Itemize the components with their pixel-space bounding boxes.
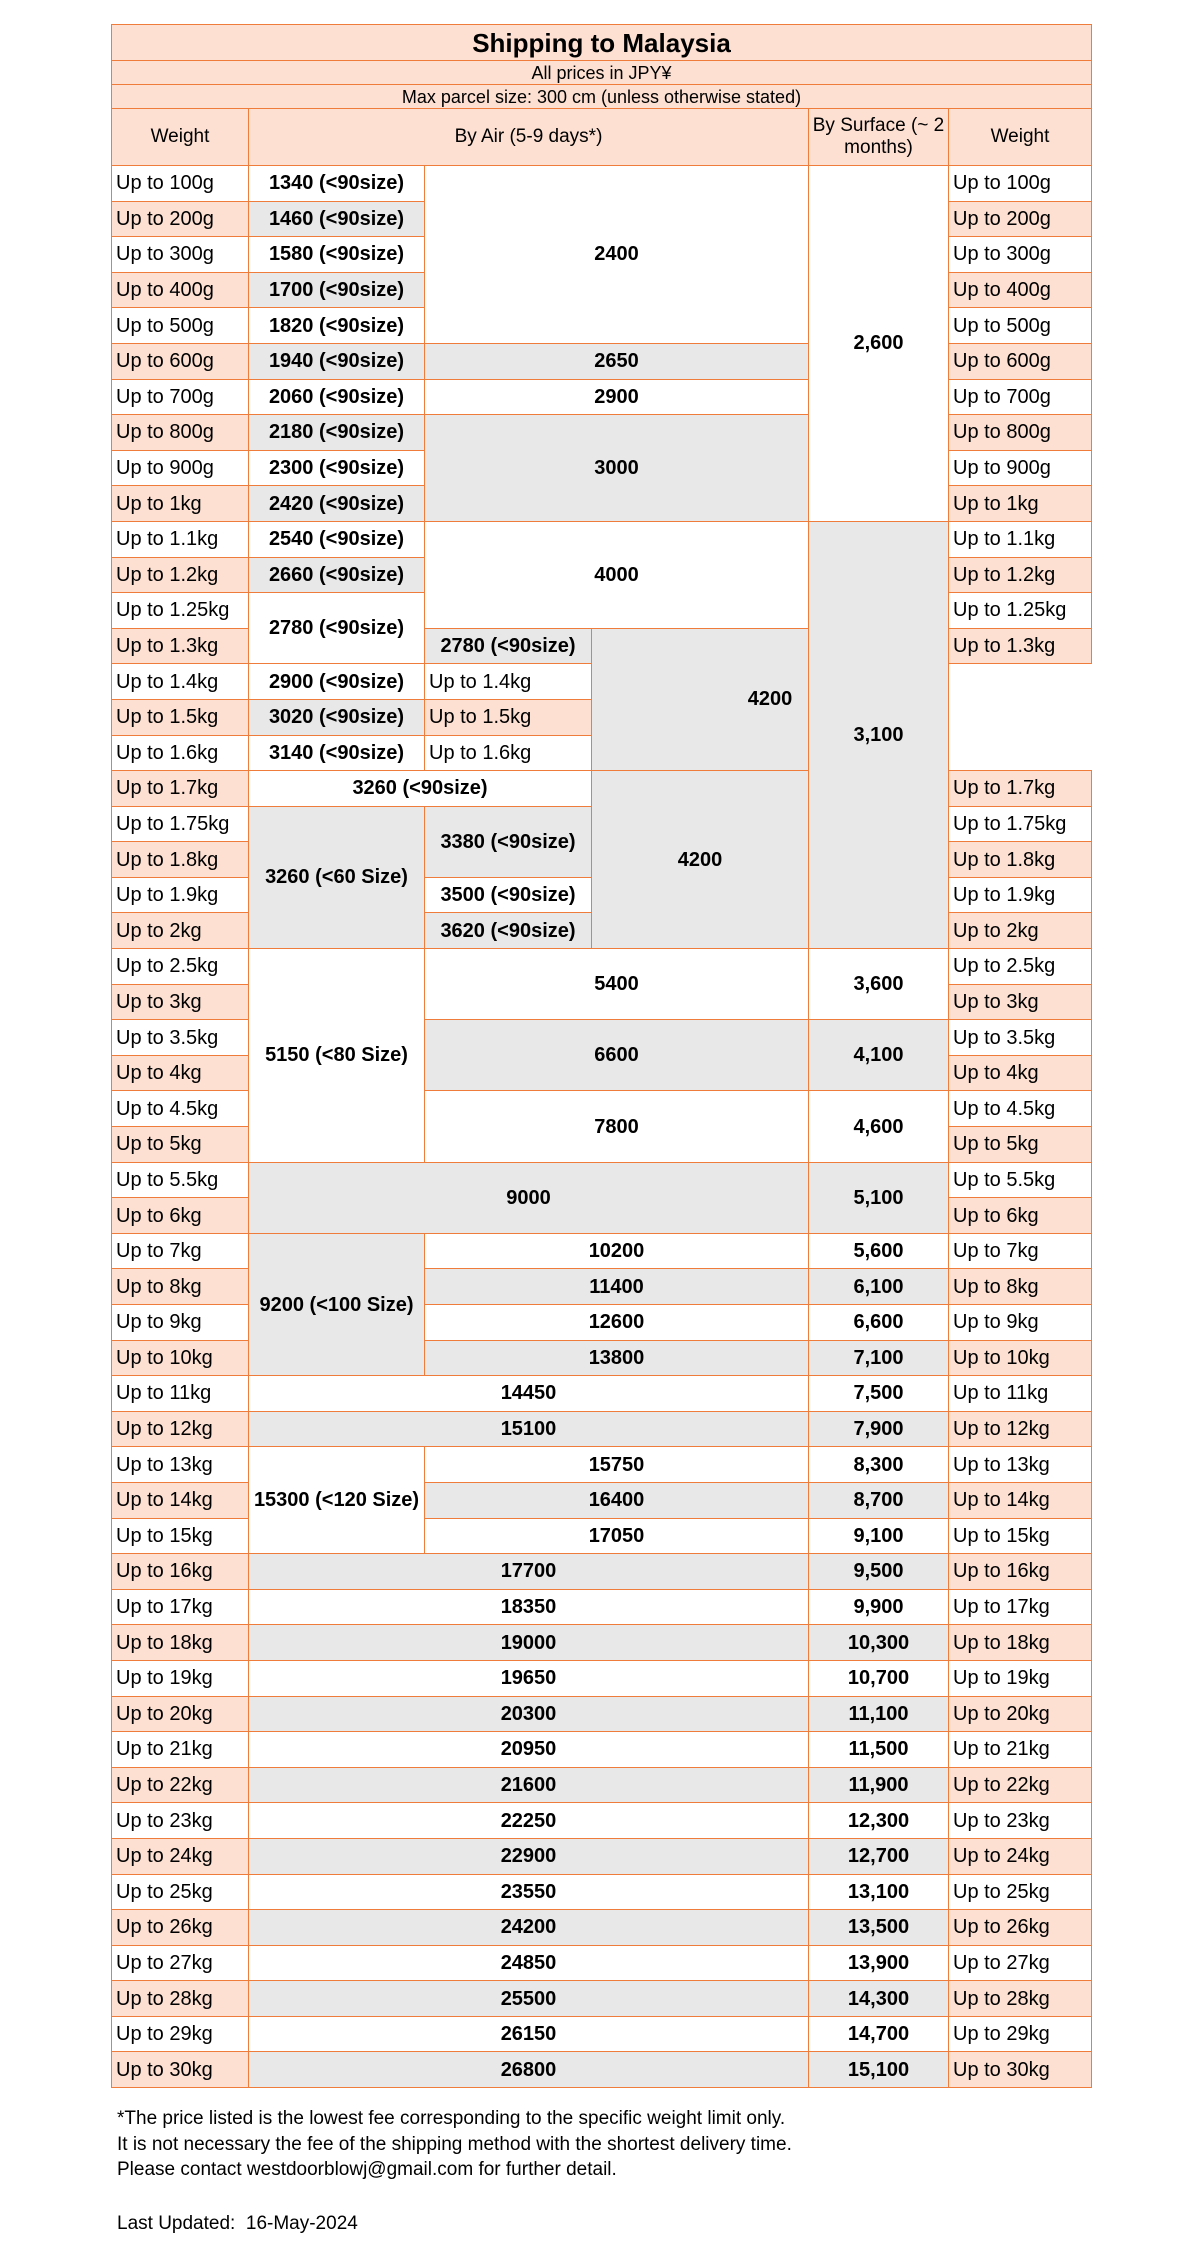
- weight-cell-right: Up to 800g: [949, 415, 1092, 451]
- weight-cell: Up to 26kg: [112, 1910, 249, 1946]
- weight-cell-right: Up to 20kg: [949, 1696, 1092, 1732]
- small-packet-cell: 2780 (<90size): [425, 628, 592, 664]
- small-packet-cell: 3260 (<60 Size): [249, 806, 425, 948]
- table-row: [112, 1625, 1092, 1661]
- table-row: [112, 1767, 1092, 1803]
- table-row: [112, 166, 1092, 202]
- weight-cell: Up to 13kg: [112, 1447, 249, 1483]
- weight-cell: Up to 7kg: [112, 1233, 249, 1269]
- table-row: [112, 1376, 1092, 1412]
- small-packet-cell: 15300 (<120 Size): [249, 1447, 425, 1554]
- small-packet-cell: 1340 (<90size): [249, 166, 425, 202]
- table-row: [112, 1910, 1092, 1946]
- air-price-cell: 17050: [425, 1518, 809, 1554]
- surface-price-cell: 15,100: [809, 2052, 949, 2088]
- weight-cell-right: Up to 12kg: [949, 1411, 1092, 1447]
- weight-cell-right: Up to 200g: [949, 201, 1092, 237]
- air-price-cell: 22250: [249, 1803, 809, 1839]
- air-price-cell: 25500: [249, 1981, 809, 2017]
- table-row: [112, 1732, 1092, 1768]
- weight-cell-right: Up to 30kg: [949, 2052, 1092, 2088]
- weight-cell-right: Up to 1.9kg: [949, 877, 1092, 913]
- small-packet-cell: 3620 (<90size): [425, 913, 592, 949]
- table-row: [112, 1660, 1092, 1696]
- surface-price-cell: 5,100: [809, 1162, 949, 1233]
- table-row: [112, 1803, 1092, 1839]
- air-price-cell: 20950: [249, 1732, 809, 1768]
- weight-cell: Up to 21kg: [112, 1732, 249, 1768]
- air-price-cell: 24200: [249, 1910, 809, 1946]
- air-price-cell: 24850: [249, 1945, 809, 1981]
- air-price-cell: 19650: [249, 1660, 809, 1696]
- surface-price-cell: 10,300: [809, 1625, 949, 1661]
- weight-cell: Up to 1.2kg: [112, 557, 249, 593]
- weight-cell: Up to 500g: [112, 308, 249, 344]
- weight-header-left: Weight: [112, 109, 249, 166]
- weight-cell-right: Up to 11kg: [949, 1376, 1092, 1412]
- surface-price-cell: 9,900: [809, 1589, 949, 1625]
- weight-cell-right: Up to 5kg: [949, 1127, 1092, 1163]
- small-packet-cell: 1700 (<90size): [249, 272, 425, 308]
- small-packet-cell: 2300 (<90size): [249, 450, 425, 486]
- weight-cell-right: Up to 23kg: [949, 1803, 1092, 1839]
- weight-cell: Up to 30kg: [112, 2052, 249, 2088]
- small-packet-cell: 1580 (<90size): [249, 237, 425, 273]
- table-row: [112, 949, 1092, 985]
- weight-cell-right: Up to 3.5kg: [949, 1020, 1092, 1056]
- air-price-cell: 23550: [249, 1874, 809, 1910]
- footnote-line: Please contact westdoorblowj@gmail.com for further detail.: [117, 2159, 617, 2180]
- weight-cell-right: Up to 27kg: [949, 1945, 1092, 1981]
- currency-note: All prices in JPY¥: [112, 61, 1092, 85]
- weight-cell: Up to 1.25kg: [112, 593, 249, 629]
- small-packet-cell: 3140 (<90size): [249, 735, 425, 771]
- page-title: Shipping to Malaysia: [112, 25, 1092, 61]
- weight-cell-right: Up to 1.8kg: [949, 842, 1092, 878]
- footnote-line: It is not necessary the fee of the shipping method with the shortest delivery time.: [117, 2133, 792, 2155]
- table-row: [112, 1411, 1092, 1447]
- weight-cell: Up to 1.3kg: [112, 628, 249, 664]
- weight-cell: Up to 5kg: [112, 1127, 249, 1163]
- weight-cell: Up to 1.75kg: [112, 806, 249, 842]
- air-price-cell: 7800: [425, 1091, 809, 1162]
- table-row: [112, 2016, 1092, 2052]
- surface-price-cell: 6,100: [809, 1269, 949, 1305]
- weight-cell: Up to 22kg: [112, 1767, 249, 1803]
- weight-cell: Up to 19kg: [112, 1660, 249, 1696]
- surface-price-cell: 13,100: [809, 1874, 949, 1910]
- weight-cell-right: Up to 16kg: [949, 1554, 1092, 1590]
- small-packet-cell: 1820 (<90size): [249, 308, 425, 344]
- weight-cell-right: Up to 100g: [949, 166, 1092, 202]
- air-price-cell: 13800: [425, 1340, 809, 1376]
- weight-cell: Up to 700g: [112, 379, 249, 415]
- weight-cell-right: Up to 10kg: [949, 1340, 1092, 1376]
- air-price-cell: 21600: [249, 1767, 809, 1803]
- weight-header-right: Weight: [949, 109, 1092, 166]
- weight-cell-right: Up to 21kg: [949, 1732, 1092, 1768]
- small-packet-cell: 1460 (<90size): [249, 201, 425, 237]
- weight-cell: Up to 8kg: [112, 1269, 249, 1305]
- small-packet-cell: 9200 (<100 Size): [249, 1233, 425, 1375]
- air-price-cell: 4200: [592, 771, 809, 949]
- table-row: [112, 1945, 1092, 1981]
- surface-price-cell: 10,700: [809, 1660, 949, 1696]
- small-packet-cell: 2900 (<90size): [249, 664, 425, 700]
- weight-cell: Up to 300g: [112, 237, 249, 273]
- surface-price-cell: 11,100: [809, 1696, 949, 1732]
- weight-cell: Up to 20kg: [112, 1696, 249, 1732]
- last-updated-date: 16-May-2024: [245, 2213, 358, 2234]
- weight-cell-right: Up to 9kg: [949, 1305, 1092, 1341]
- small-packet-cell: 2060 (<90size): [249, 379, 425, 415]
- surface-price-cell: 12,300: [809, 1803, 949, 1839]
- weight-cell: Up to 1.1kg: [112, 521, 249, 557]
- weight-cell-right: Up to 300g: [949, 237, 1092, 273]
- surface-price-cell: 12,700: [809, 1838, 949, 1874]
- weight-cell: Up to 2kg: [112, 913, 249, 949]
- weight-cell: Up to 9kg: [112, 1305, 249, 1341]
- surface-price-cell: 8,700: [809, 1482, 949, 1518]
- weight-cell-right: Up to 4kg: [949, 1055, 1092, 1091]
- weight-cell: Up to 4kg: [112, 1055, 249, 1091]
- footnote-line: *The price listed is the lowest fee corresponding to the specific weight limit only.: [117, 2108, 786, 2129]
- weight-cell: Up to 2.5kg: [112, 949, 249, 985]
- surface-price-cell: 9,500: [809, 1554, 949, 1590]
- air-price-cell: 17700: [249, 1554, 809, 1590]
- weight-cell-right: Up to 1.25kg: [949, 593, 1092, 629]
- surface-price-cell: 2,600: [809, 166, 949, 522]
- surface-price-cell: 7,100: [809, 1340, 949, 1376]
- weight-cell-right: Up to 18kg: [949, 1625, 1092, 1661]
- air-price-cell: 15100: [249, 1411, 809, 1447]
- weight-cell: Up to 18kg: [112, 1625, 249, 1661]
- air-price-cell: 3000: [425, 415, 809, 522]
- weight-cell-right: Up to 2kg: [949, 913, 1092, 949]
- weight-cell: Up to 23kg: [112, 1803, 249, 1839]
- surface-price-cell: 8,300: [809, 1447, 949, 1483]
- weight-cell-right: Up to 1.2kg: [949, 557, 1092, 593]
- weight-cell-right: Up to 1.6kg: [425, 735, 592, 771]
- table-row: [112, 521, 1092, 557]
- weight-cell-right: Up to 14kg: [949, 1482, 1092, 1518]
- weight-cell: Up to 16kg: [112, 1554, 249, 1590]
- surface-price-cell: 11,900: [809, 1767, 949, 1803]
- weight-cell: Up to 4.5kg: [112, 1091, 249, 1127]
- weight-cell: Up to 1.4kg: [112, 664, 249, 700]
- air-price-cell: 5400: [425, 949, 809, 1020]
- air-price-cell: 20300: [249, 1696, 809, 1732]
- weight-cell: Up to 600g: [112, 343, 249, 379]
- weight-cell-right: Up to 5.5kg: [949, 1162, 1092, 1198]
- weight-cell: Up to 24kg: [112, 1838, 249, 1874]
- air-price-cell: 22900: [249, 1838, 809, 1874]
- surface-price-cell: 3,100: [809, 521, 949, 948]
- surface-price-cell: 9,100: [809, 1518, 949, 1554]
- weight-cell: Up to 800g: [112, 415, 249, 451]
- table-row: [112, 1554, 1092, 1590]
- weight-cell: Up to 1.8kg: [112, 842, 249, 878]
- surface-price-cell: 14,700: [809, 2016, 949, 2052]
- air-price-cell: 2650: [425, 343, 809, 379]
- surface-price-cell: 14,300: [809, 1981, 949, 2017]
- air-price-cell: 26800: [249, 2052, 809, 2088]
- air-price-cell: 15750: [425, 1447, 809, 1483]
- weight-cell-right: Up to 28kg: [949, 1981, 1092, 2017]
- weight-cell-right: Up to 1.75kg: [949, 806, 1092, 842]
- weight-cell: Up to 17kg: [112, 1589, 249, 1625]
- small-packet-cell: 3260 (<90size): [249, 771, 592, 807]
- surface-price-cell: 13,500: [809, 1910, 949, 1946]
- air-price-cell: 18350: [249, 1589, 809, 1625]
- weight-cell: Up to 3kg: [112, 984, 249, 1020]
- max-size-note: Max parcel size: 300 cm (unless otherwise stated): [112, 85, 1092, 109]
- weight-cell-right: Up to 25kg: [949, 1874, 1092, 1910]
- table-row: [112, 1838, 1092, 1874]
- weight-cell: Up to 12kg: [112, 1411, 249, 1447]
- weight-cell-right: Up to 1.7kg: [949, 771, 1092, 807]
- weight-cell: Up to 25kg: [112, 1874, 249, 1910]
- air-price-cell: 2400: [425, 166, 809, 344]
- small-packet-cell: 2180 (<90size): [249, 415, 425, 451]
- surface-price-cell: 13,900: [809, 1945, 949, 1981]
- surface-price-cell: 7,500: [809, 1376, 949, 1412]
- small-packet-cell: 3020 (<90size): [249, 699, 425, 735]
- weight-cell-right: Up to 17kg: [949, 1589, 1092, 1625]
- small-packet-cell: 3380 (<90size): [425, 806, 592, 877]
- weight-cell-right: Up to 24kg: [949, 1838, 1092, 1874]
- weight-cell: Up to 1.9kg: [112, 877, 249, 913]
- weight-cell: Up to 11kg: [112, 1376, 249, 1412]
- weight-cell-right: Up to 1.4kg: [425, 664, 592, 700]
- surface-price-cell: 4,100: [809, 1020, 949, 1091]
- weight-cell-right: Up to 26kg: [949, 1910, 1092, 1946]
- weight-cell: Up to 15kg: [112, 1518, 249, 1554]
- footnote: [117, 2106, 792, 2183]
- weight-cell-right: Up to 1.5kg: [425, 699, 592, 735]
- small-packet-cell: 5150 (<80 Size): [249, 949, 425, 1163]
- table-row: [112, 1162, 1092, 1198]
- weight-cell: Up to 27kg: [112, 1945, 249, 1981]
- air-price-cell: 12600: [425, 1305, 809, 1341]
- surface-price-cell: 7,900: [809, 1411, 949, 1447]
- weight-cell: Up to 3.5kg: [112, 1020, 249, 1056]
- small-packet-cell: 3500 (<90size): [425, 877, 592, 913]
- surface-price-cell: 4,600: [809, 1091, 949, 1162]
- weight-cell-right: Up to 19kg: [949, 1660, 1092, 1696]
- weight-cell: Up to 900g: [112, 450, 249, 486]
- weight-cell-right: Up to 8kg: [949, 1269, 1092, 1305]
- weight-cell: Up to 400g: [112, 272, 249, 308]
- air-price-cell: 4200: [592, 628, 949, 770]
- by-air-header: By Air (5-9 days*): [249, 109, 809, 166]
- small-packet-cell: 2780 (<90size): [249, 593, 425, 664]
- weight-cell: Up to 200g: [112, 201, 249, 237]
- air-price-cell: 2900: [425, 379, 809, 415]
- weight-cell-right: Up to 500g: [949, 308, 1092, 344]
- small-packet-cell: 2540 (<90size): [249, 521, 425, 557]
- weight-cell-right: Up to 700g: [949, 379, 1092, 415]
- weight-cell: Up to 1.6kg: [112, 735, 249, 771]
- weight-cell: Up to 6kg: [112, 1198, 249, 1234]
- weight-cell-right: Up to 400g: [949, 272, 1092, 308]
- table-row: [112, 1981, 1092, 2017]
- weight-cell-right: Up to 3kg: [949, 984, 1092, 1020]
- weight-cell: Up to 5.5kg: [112, 1162, 249, 1198]
- shipping-rate-table: [111, 24, 1092, 2088]
- surface-price-cell: 5,600: [809, 1233, 949, 1269]
- air-price-cell: 10200: [425, 1233, 809, 1269]
- weight-cell-right: Up to 600g: [949, 343, 1092, 379]
- surface-price-cell: 11,500: [809, 1732, 949, 1768]
- weight-cell: Up to 10kg: [112, 1340, 249, 1376]
- weight-cell: Up to 1.7kg: [112, 771, 249, 807]
- air-price-cell: 16400: [425, 1482, 809, 1518]
- weight-cell-right: Up to 7kg: [949, 1233, 1092, 1269]
- by-surface-header: By Surface (~ 2 months): [809, 109, 949, 166]
- air-price-cell: 26150: [249, 2016, 809, 2052]
- weight-cell-right: Up to 2.5kg: [949, 949, 1092, 985]
- last-updated: [117, 2213, 358, 2235]
- weight-cell-right: Up to 6kg: [949, 1198, 1092, 1234]
- surface-price-cell: 6,600: [809, 1305, 949, 1341]
- air-price-cell: 11400: [425, 1269, 809, 1305]
- air-price-cell: 4000: [425, 521, 809, 628]
- table-row: [112, 1233, 1092, 1269]
- table-row: [112, 1696, 1092, 1732]
- weight-cell-right: Up to 15kg: [949, 1518, 1092, 1554]
- air-price-cell: 19000: [249, 1625, 809, 1661]
- weight-cell: Up to 1.5kg: [112, 699, 249, 735]
- weight-cell-right: Up to 13kg: [949, 1447, 1092, 1483]
- weight-cell: Up to 1kg: [112, 486, 249, 522]
- surface-price-cell: 3,600: [809, 949, 949, 1020]
- weight-cell-right: Up to 29kg: [949, 2016, 1092, 2052]
- table-row: [112, 1447, 1092, 1483]
- air-price-cell: 6600: [425, 1020, 809, 1091]
- small-packet-cell: 1940 (<90size): [249, 343, 425, 379]
- table-row: [112, 1874, 1092, 1910]
- weight-cell: Up to 100g: [112, 166, 249, 202]
- weight-cell-right: Up to 4.5kg: [949, 1091, 1092, 1127]
- weight-cell: Up to 29kg: [112, 2016, 249, 2052]
- weight-cell-right: Up to 1.1kg: [949, 521, 1092, 557]
- small-packet-cell: 2660 (<90size): [249, 557, 425, 593]
- weight-cell-right: Up to 900g: [949, 450, 1092, 486]
- weight-cell: Up to 28kg: [112, 1981, 249, 2017]
- weight-cell-right: Up to 1.3kg: [949, 628, 1092, 664]
- small-packet-cell: 2420 (<90size): [249, 486, 425, 522]
- air-price-cell: 14450: [249, 1376, 809, 1412]
- weight-cell: Up to 14kg: [112, 1482, 249, 1518]
- weight-cell-right: Up to 1kg: [949, 486, 1092, 522]
- table-row: [112, 1589, 1092, 1625]
- air-price-cell: 9000: [249, 1162, 809, 1233]
- last-updated-label: Last Updated:: [117, 2213, 236, 2234]
- weight-cell-right: Up to 22kg: [949, 1767, 1092, 1803]
- table-row: [112, 2052, 1092, 2088]
